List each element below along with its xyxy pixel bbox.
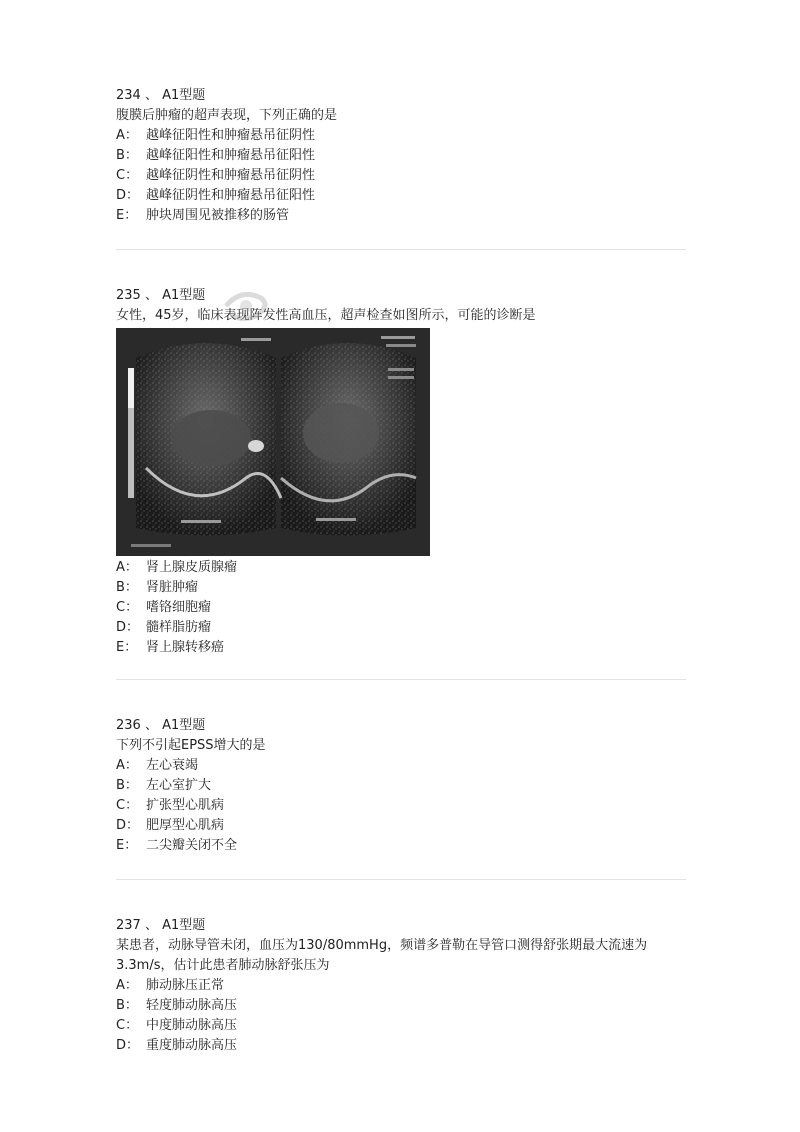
option-text: 嗜铬细胞瘤 [146, 600, 212, 615]
question-stem: 某患者，动脉导管未闭，血压为130/80mmHg，频谱多普勒在导管口测得舒张期最大流速为3.3m/s，估计此患者肺动脉舒张压为 [116, 938, 648, 973]
option-letter: C： [116, 600, 139, 615]
question-divider [116, 879, 686, 880]
option-text: 左心衰竭 [146, 758, 199, 773]
option-letter: B： [116, 778, 138, 793]
ultrasound-image-graphic [116, 328, 430, 556]
option-letter: E： [116, 838, 138, 853]
option-letter: B： [116, 148, 138, 163]
option-a [116, 756, 686, 776]
option-c [116, 796, 686, 816]
option-d [116, 816, 686, 836]
question-stem: 女性，45岁，临床表现阵发性高血压，超声检查如图所示，可能的诊断是 [116, 308, 536, 323]
option-letter: C： [116, 1018, 139, 1033]
option-letter: E： [116, 208, 138, 223]
option-a [116, 126, 686, 146]
option-a [116, 558, 686, 578]
option-letter: A： [116, 560, 138, 575]
option-letter: D： [116, 188, 140, 203]
option-letter: B： [116, 580, 138, 595]
option-e [116, 206, 686, 226]
option-letter: B： [116, 998, 138, 1013]
option-b [116, 578, 686, 598]
option-text: 中度肺动脉高压 [146, 1018, 238, 1033]
question-237 [116, 916, 686, 1056]
question-number: 235 、 A1型题 [116, 288, 206, 303]
option-e [116, 638, 686, 658]
option-text: 轻度肺动脉高压 [146, 998, 238, 1013]
option-text: 左心室扩大 [146, 778, 212, 793]
option-d [116, 1036, 686, 1056]
option-c [116, 598, 686, 618]
option-text: 越峰征阴性和肿瘤悬吊征阴性 [146, 168, 316, 183]
option-text: 扩张型心肌病 [146, 798, 225, 813]
question-stem: 下列不引起EPSS增大的是 [116, 738, 266, 753]
option-e [116, 836, 686, 856]
option-letter: A： [116, 128, 138, 143]
option-a [116, 976, 686, 996]
option-text: 越峰征阴性和肿瘤悬吊征阳性 [146, 188, 316, 203]
watermark-logo-icon [216, 286, 276, 326]
option-text: 肥厚型心肌病 [146, 818, 225, 833]
option-letter: A： [116, 758, 138, 773]
question-number: 234 、 A1型题 [116, 88, 206, 103]
ultrasound-image [116, 328, 430, 556]
option-b [116, 776, 686, 796]
option-text: 肿块周围见被推移的肠管 [146, 208, 290, 223]
question-235 [116, 286, 686, 658]
option-text: 越峰征阳性和肿瘤悬吊征阳性 [146, 148, 316, 163]
option-text: 重度肺动脉高压 [146, 1038, 238, 1053]
question-234 [116, 86, 686, 226]
option-letter: E： [116, 640, 138, 655]
option-letter: A： [116, 978, 138, 993]
question-number: 236 、 A1型题 [116, 718, 206, 733]
option-text: 越峰征阳性和肿瘤悬吊征阴性 [146, 128, 316, 143]
question-236 [116, 716, 686, 856]
option-text: 肾脏肿瘤 [146, 580, 199, 595]
option-letter: D： [116, 818, 140, 833]
option-text: 肾上腺转移癌 [146, 640, 225, 655]
option-letter: C： [116, 798, 139, 813]
option-letter: D： [116, 1038, 140, 1053]
question-divider [116, 249, 686, 250]
option-text: 肺动脉压正常 [146, 978, 225, 993]
option-d [116, 186, 686, 206]
option-text: 髓样脂肪瘤 [146, 620, 212, 635]
option-b [116, 996, 686, 1016]
option-letter: D： [116, 620, 140, 635]
question-divider [116, 679, 686, 680]
option-text: 二尖瓣关闭不全 [146, 838, 238, 853]
question-number: 237 、 A1型题 [116, 918, 206, 933]
option-text: 肾上腺皮质腺瘤 [146, 560, 238, 575]
option-letter: C： [116, 168, 139, 183]
question-stem: 腹膜后肿瘤的超声表现，下列正确的是 [116, 108, 338, 123]
option-d [116, 618, 686, 638]
option-c [116, 166, 686, 186]
option-b [116, 146, 686, 166]
option-c [116, 1016, 686, 1036]
